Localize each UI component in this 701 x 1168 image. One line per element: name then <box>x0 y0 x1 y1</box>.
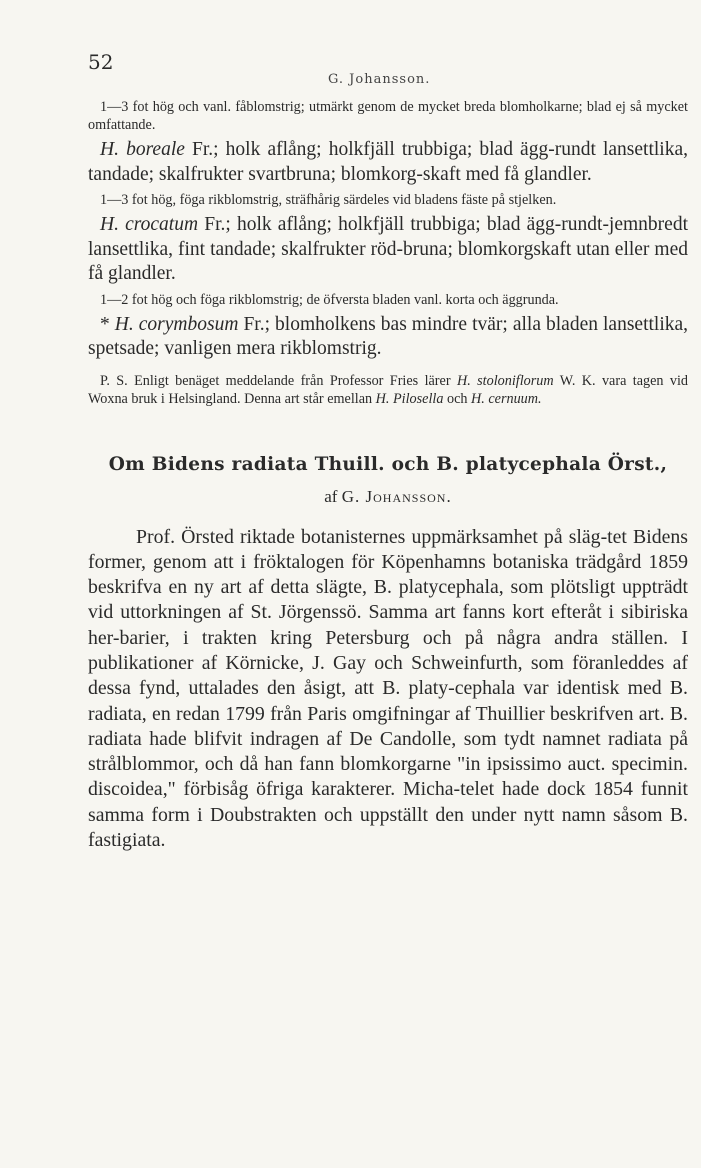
postscript-name: H. Pilosella <box>375 390 444 407</box>
species-name: H. boreale <box>100 139 185 160</box>
postscript-name: H. stoloniflorum <box>456 372 554 389</box>
postscript-text: W. K. vara tagen vid Woxna bruk i Helsingland. Denna art står emellan <box>88 372 688 407</box>
description-2: 1—3 fot hög, föga rikblomstrig, sträfhårig särdeles vid bladens fäste på stjelken. <box>100 192 557 208</box>
page-number: 52 <box>88 50 114 74</box>
article-title: Om Bidens radiata Thuill. och B. platycephala Örst., <box>108 453 668 475</box>
running-head: G. Johansson. <box>328 72 431 87</box>
asterisk: * <box>100 313 115 335</box>
page-header <box>88 50 688 98</box>
author-name: G. Johansson. <box>341 486 452 506</box>
species-corymbosum <box>88 313 688 362</box>
description-3: 1—2 fot hög och föga rikblomstrig; de öfversta bladen vanl. korta och äggrunda. <box>100 291 559 308</box>
postscript-text: och <box>443 390 472 407</box>
species-name: H. corymbosum <box>114 313 239 335</box>
species-crocatum <box>88 213 688 287</box>
article-body: Prof. Örsted riktade botanisternes uppmärksamhet på släg-tet Bidens former, genom att i fröktalogen för Köpenhamns botaniska trädgård 1859 beskrifva en ny art af detta slägte, B. platycephala, som plötsligt uppträdt vid uttorkningen af St. Jörgenssö. Samma art fanns kort efteråt i sibiriska her-barier, i trakten kring Petersburg och på några andra ställen. I publikationer af Körnicke, J. Gay och Schweinfurth, som föranleddes af dessa fynd, uttalades den åsigt, att B. platy-cephala var identisk med B. radiata, en redan 1799 från Paris omgifningar af Thuillier beskrifven art. B. radiata hade blifvit indragen af De Candolle, som tydt namnet radiata på strålblommor, och då han fann blomkorgarne "in ipsissimo auct. specimin. discoidea," förbisåg öfriga karakterer. Micha-telet hade dock 1854 funnit samma form i Doubstrakten och uppställt den under nytt namn såsom B. fastigiata. <box>88 525 688 852</box>
document-page <box>88 50 688 853</box>
author-prefix: af <box>324 486 342 506</box>
species-text: Fr.; holk aflång; holkfjäll trubbiga; blad ägg-rundt lansettlika, tandade; skalfrukter svartbruna; blomkorg-skaft med få glandler. <box>88 139 688 185</box>
postscript-name: H. cernuum. <box>471 390 542 407</box>
species-text: Fr.; holk aflång; holkfjäll trubbiga; blad ägg-rundt-jemnbredt lansettlika, fint tandade; skalfrukter röd-bruna; blomkorgskaft utan eller med få glandler. <box>88 214 688 284</box>
postscript-text: P. S. Enligt benäget meddelande från Professor Fries lärer <box>100 372 457 389</box>
postscript <box>88 372 688 408</box>
species-name: H. crocatum <box>100 214 199 235</box>
species-text: Fr.; blomholkens bas mindre tvär; alla bladen lansettlika, spetsade; vanligen mera rikblomstrig. <box>88 313 689 359</box>
species-boreale <box>88 138 688 187</box>
description-1: 1—3 fot hög och vanl. fåblomstrig; utmärkt genom de mycket breda blomholkarne; blad ej så mycket omfattande. <box>88 99 688 133</box>
article-author <box>88 487 688 507</box>
